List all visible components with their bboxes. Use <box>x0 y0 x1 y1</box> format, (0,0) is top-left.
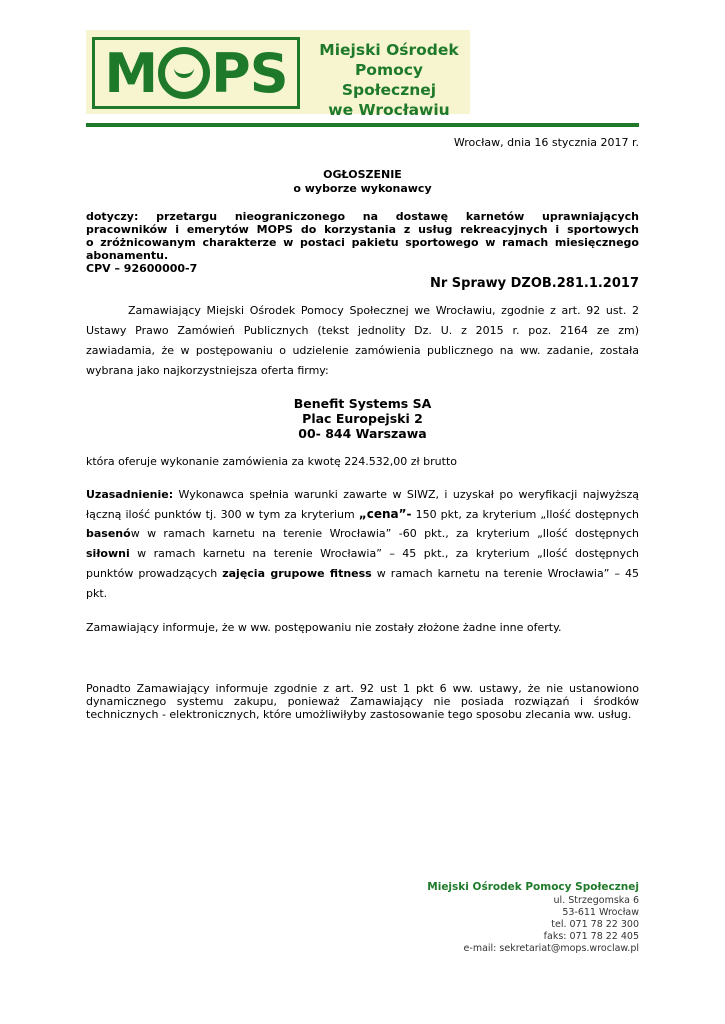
justification-line-1 <box>86 488 639 502</box>
header-divider <box>86 123 639 127</box>
closing-line-2: dynamicznego systemu zakupu, ponieważ Zamawiający nie posiada rozwiązań i środków <box>86 695 639 708</box>
logo-org-name-line3: we Wrocławiu <box>328 101 450 119</box>
justification-line-3b: w w ramach karnetu na terenie Wrocławia” -60 pkt., za kryterium „Ilość dostępnych <box>130 527 639 540</box>
criterion-pools: basenó <box>86 527 131 540</box>
logo-wordmark <box>95 40 297 106</box>
justification-line-2c: 150 pkt, za kryterium „Ilość dostępnych <box>411 508 639 521</box>
subject-line-3: o zróżnicowanym charakterze w postaci pakietu sportowego w ramach miesięcznego <box>86 236 639 249</box>
footer-tel: tel. 071 78 22 300 <box>551 919 639 930</box>
winner-name: Benefit Systems SA <box>293 396 432 411</box>
logo-frame <box>92 37 300 109</box>
footer-email: e-mail: sekretariat@mops.wroclaw.pl <box>463 943 639 954</box>
logo-org-name <box>314 40 464 120</box>
closing-line-3: technicznych - elektronicznych, które umożliwiłyby zastosowanie tego sposobu zlecania ww. usług. <box>86 708 632 721</box>
case-number: Nr Sprawy DZOB.281.1.2017 <box>429 276 639 291</box>
justification-line-4 <box>86 547 639 561</box>
justification-line-6: pkt. <box>86 587 108 600</box>
logo-letters-ps: PS <box>211 41 288 105</box>
subject-line-4: abonamentu. <box>86 249 169 262</box>
justification-line-4b: w ramach karnetu na terenie Wrocławia” – 45 pkt., za kryterium „Ilość dostępnych <box>129 547 639 560</box>
justification-label: Uzasadnienie: <box>86 488 174 501</box>
logo-letter-m: M <box>104 41 158 105</box>
justification-line-3 <box>86 527 639 541</box>
winner-street: Plac Europejski 2 <box>302 411 423 426</box>
date-line: Wrocław, dnia 16 stycznia 2017 r. <box>453 136 639 149</box>
intro-line-1 <box>86 304 639 318</box>
intro-line-2: Ustawy Prawo Zamówień Publicznych (tekst jednolity Dz. U. z 2015 r. poz. 2164 ze zm) <box>86 324 639 337</box>
document-subtitle: o wyborze wykonawcy <box>293 182 432 195</box>
closing-line-1: Ponadto Zamawiający informuje zgodnie z art. 92 ust 1 pkt 6 ww. ustawy, że nie ustanowiono <box>86 682 639 695</box>
price-line: która oferuje wykonanie zamówienia za kwotę 224.532,00 zł brutto <box>86 455 458 468</box>
cpv-code: CPV – 92600000-7 <box>86 262 198 275</box>
intro-line-3: zawiadamia, że w postępowaniu o udzielenie zamówienia publicznego na ww. zadanie, została <box>86 344 639 357</box>
justification-line-5 <box>86 567 639 581</box>
justification-line-1-text: Wykonawca spełnia warunki zawarte w SIWZ, i uzyskał po weryfikacji najwyższą <box>178 488 639 501</box>
criterion-fitness: zajęcia grupowe fitness <box>222 567 372 580</box>
intro-line-4: wybrana jako najkorzystniejsza oferta firmy: <box>86 364 329 377</box>
justification-line-2 <box>86 507 639 522</box>
logo-org-name-line2: Pomocy Społecznej <box>341 61 437 99</box>
footer-postal: 53-611 Wrocław <box>562 907 639 918</box>
footer-street: ul. Strzegomska 6 <box>553 895 639 906</box>
justification-line-2a: łączną ilość punktów tj. 300 w tym za kryterium <box>86 508 359 521</box>
justification-line-5a: punktów prowadzących <box>86 567 223 580</box>
hands-circle-icon <box>158 47 210 99</box>
footer-fax: faks: 071 78 22 405 <box>543 931 639 942</box>
mops-logo <box>86 30 470 119</box>
intro-line-1-text: Zamawiający Miejski Ośrodek Pomocy Społecznej we Wrocławiu, zgodnie z art. 92 ust. 2 <box>128 304 639 317</box>
subject-line-2: pracowników i emerytów MOPS do korzystania z usług rekreacyjnych i sportowych <box>86 223 639 236</box>
document-title: OGŁOSZENIE <box>323 168 402 181</box>
logo-org-name-line1: Miejski Ośrodek <box>319 41 459 59</box>
winner-city: 00- 844 Warszawa <box>298 426 427 441</box>
no-other-offers: Zamawiający informuje, że w ww. postępowaniu nie zostały złożone żadne inne oferty. <box>86 621 562 634</box>
footer-org-name: Miejski Ośrodek Pomocy Społecznej <box>427 881 639 893</box>
subject-line-1: dotyczy: przetargu nieograniczonego na dostawę karnetów uprawniających <box>86 210 639 223</box>
justification-line-5c: w ramach karnetu na terenie Wrocławia” – 45 <box>371 567 639 580</box>
criterion-price: „cena”- <box>358 507 412 521</box>
criterion-gyms: siłowni <box>86 547 130 560</box>
